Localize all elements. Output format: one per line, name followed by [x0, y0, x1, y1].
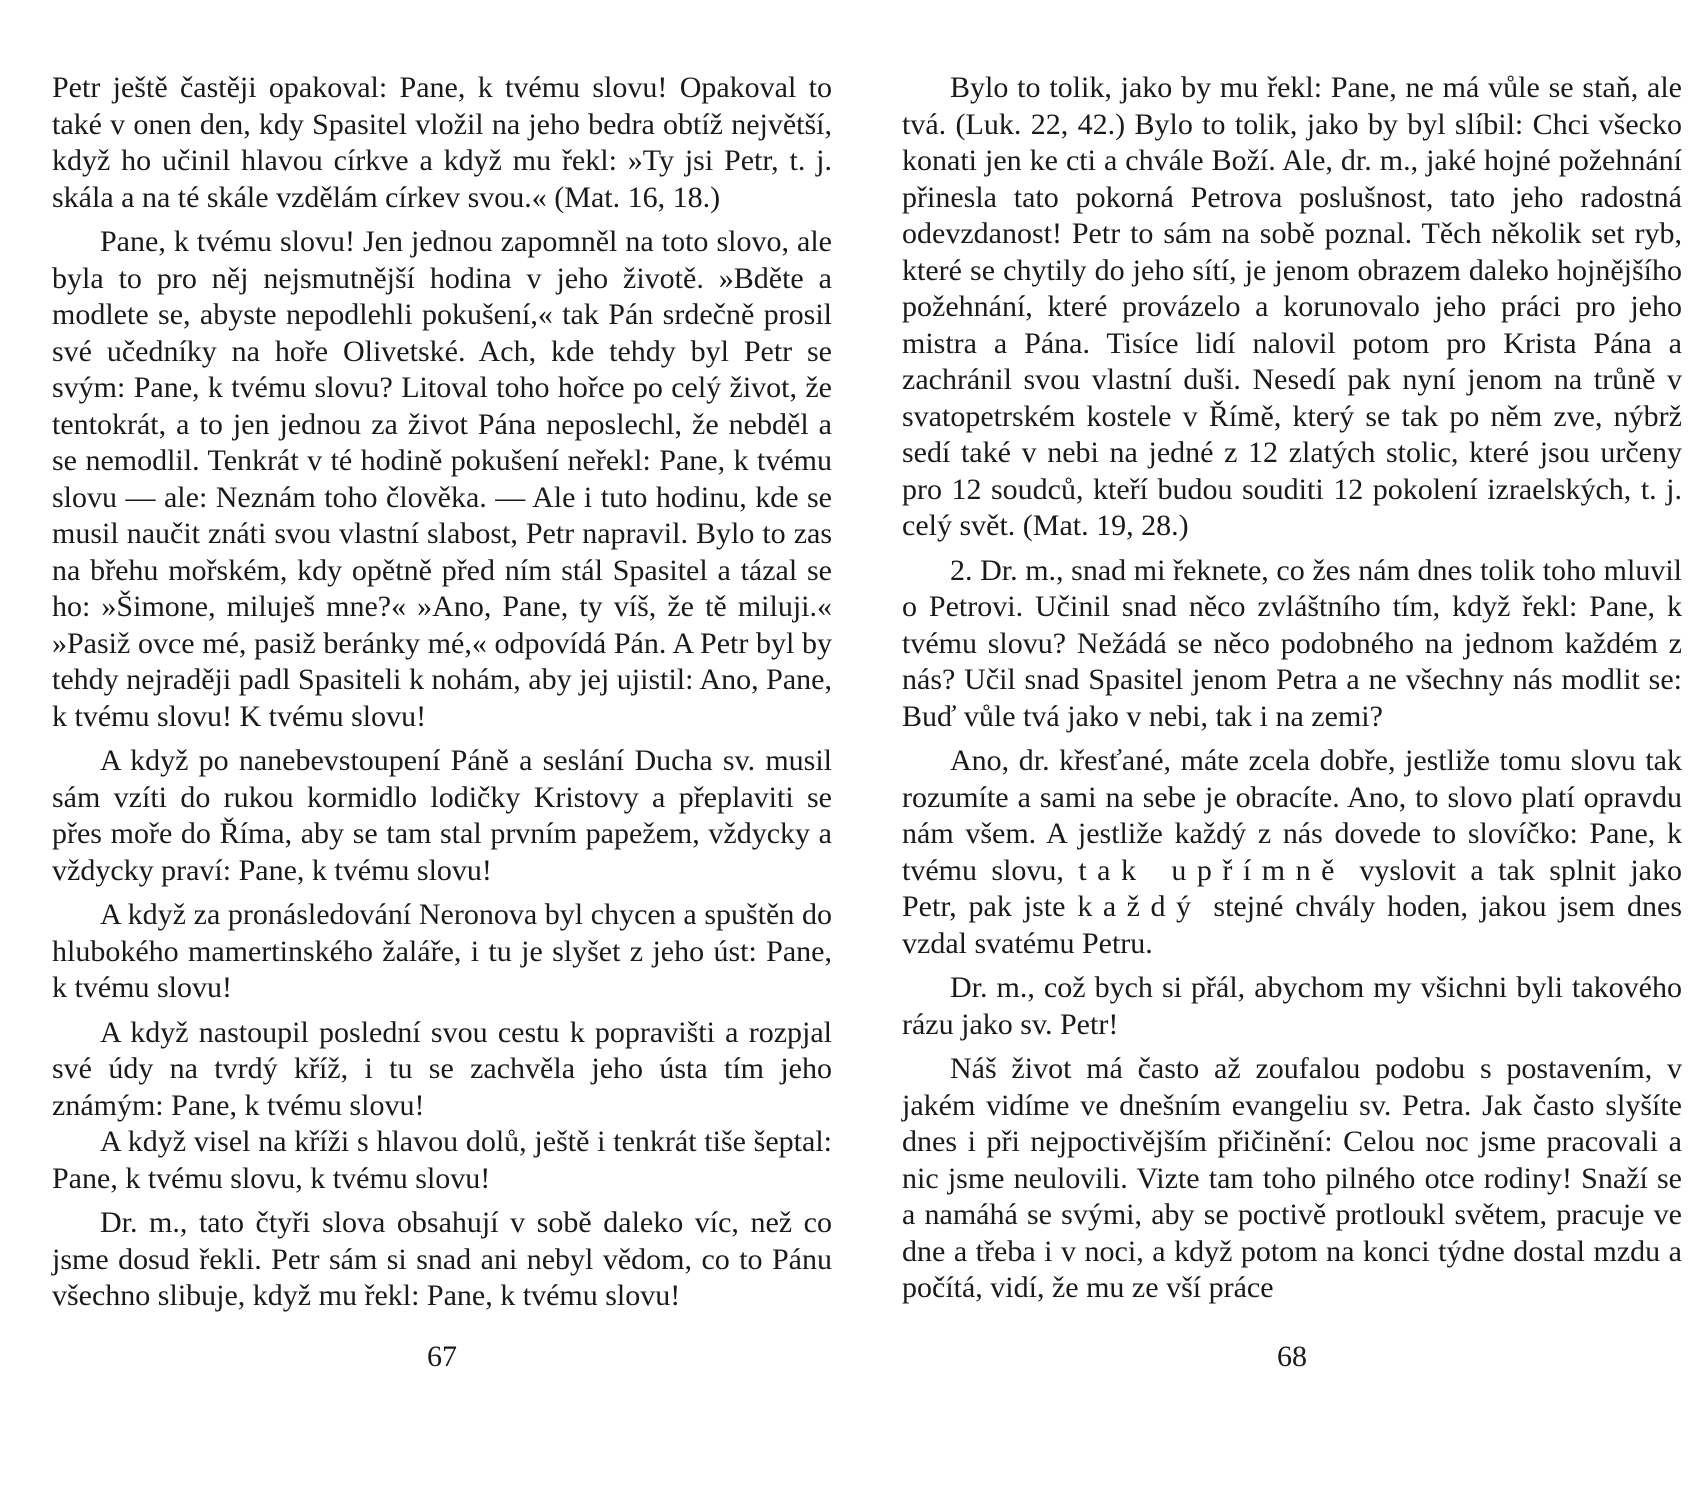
spaced-emphasis: tak upřímně	[1078, 853, 1345, 887]
page-number-left: 67	[427, 1340, 457, 1373]
left-page	[52, 70, 832, 1400]
paragraph: Dr. m., což bych si přál, abychom my všichni byli takového rázu jako sv. Petr!	[902, 971, 1682, 1041]
right-page-text	[902, 70, 1682, 1307]
paragraph: A když nastoupil poslední svou cestu k popravišti a rozpjal své údy na tvrdý kříž, i tu se zachvěla jeho ústa tím jeho známým: Pane, k tvému slovu!	[52, 1015, 832, 1122]
paragraph-part: stejné chvály hoden, jakou jsem dnes vzdal svatému Petru.	[902, 890, 1683, 960]
paragraph: 2. Dr. m., snad mi řeknete, co žes nám dnes tolik toho mluvil o Petrovi. Učinil snad něco zvláštního tím, když řekl: Pane, k tvému slovu? Nežádá se něco podobného na jednom každém z nás? Učil snad Spasitel jenom Petra a ne všechny nás modlit se: Buď vůle tvá jako v nebi, tak i na zemi?	[902, 553, 1682, 733]
paragraph	[902, 743, 1682, 962]
paragraph: A když za pronásledování Neronova byl chycen a spuštěn do hlubokého mamertinského žaláře, i tu je slyšet z jeho úst: Pane, k tvému slovu!	[52, 898, 832, 1004]
page-number-right: 68	[1277, 1340, 1307, 1373]
paragraph: A když po nanebevstoupení Páně a seslání Ducha sv. musil sám vzíti do rukou kormidlo lodičky Kristovy a přeplaviti se přes moře do Říma, aby se tam stal prvním papežem, vždycky a vždycky praví: Pane, k tvému slovu!	[52, 744, 832, 887]
paragraph: Petr ještě častěji opakoval: Pane, k tvému slovu! Opakoval to také v onen den, kdy Spasitel vložil na jeho bedra obtíž největší, když ho učinil hlavou církve a když mu řekl: »Ty jsi Petr, t. j. skála a na té skále vzdělám církev svou.« (Mat. 16, 18.)	[52, 71, 832, 214]
right-page	[902, 70, 1682, 1400]
spaced-emphasis: každý	[1077, 890, 1202, 923]
paragraph: Pane, k tvému slovu! Jen jednou zapomněl na toto slovo, ale byla to pro něj nejsmutnější hodina v jeho životě. »Bděte a modlete se, abyste nepodlehli pokušení,« tak Pán srdečně prosil své učedníky na hoře Olivetské. Ach, kde tehdy byl Petr se svým: Pane, k tvému slovu? Litoval toho hořce po celý život, že tentokrát, a to jen jednou za život Pána neposlechl, že nebděl a se nemodlil. Tenkrát v té hodině pokušení neřekl: Pane, k tvému slovu — ale: Neznám toho člověka. — Ale i tuto hodinu, kde se musil naučit znáti svou vlastní slabost, Petr napravil. Bylo to zas na břehu mořském, kdy opětně před ním stál Spasitel a tázal se ho: »Šimone, miluješ mne?« »Ano, Pane, ty víš, že tě miluji.« »Pasiž ovce mé, pasiž beránky mé,« odpovídá Pán. A Petr byl by tehdy nejraději padl Spasiteli k nohám, aby jej ujistil: Ano, Pane, k tvému slovu! K tvému slovu!	[52, 225, 832, 733]
paragraph: A když visel na kříži s hlavou dolů, ještě i tenkrát tiše šeptal: Pane, k tvému slovu, k tvému slovu!	[52, 1125, 832, 1195]
paragraph-part: Ano, dr. křesťané, máte zcela dobře, jestliže tomu slovu tak rozumíte a sami na sebe je obracíte. Ano, to slovo platí opravdu nám všem. A jestliže každý z nás dovede to slovíčko: Pane, k tvému slovu,	[902, 744, 1682, 887]
paragraph: Bylo to tolik, jako by mu řekl: Pane, ne má vůle se staň, ale tvá. (Luk. 22, 42.) Bylo to tolik, jako by byl slíbil: Chci všecko konati jen ke cti a chvále Boží. Ale, dr. m., jaké hojné požehnání přinesla tato pokorná Petrova poslušnost, tato jeho radostná odevzdanost! Petr to sám na sobě poznal. Těch několik set ryb, které se chytily do jeho sítí, je jenom obrazem daleko hojnějšího požehnání, které provázelo a korunovalo jeho práci pro jeho mistra a Pána. Tisíce lidí nalovil potom pro Krista Pána a zachránil svou vlastní duši. Nesedí pak nyní jenom na trůně v svatopetrském kostele v Římě, který se tak po něm zve, nýbrž sedí také v nebi na jedné z 12 zlatých stolic, které jsou určeny pro 12 soudců, kteří budou souditi 12 pokolení izraelských, t. j. celý svět. (Mat. 19, 28.)	[902, 71, 1682, 542]
paragraph: Náš život má často až zoufalou podobu s postavením, v jakém vidíme ve dnešním evangeliu sv. Petra. Jak často slyšíte dnes i při nejpoctivějším přičinění: Celou noc jsme pracovali a nic jsme neulovili. Vizte tam toho pilného otce rodiny! Snaží se a namáhá se svými, aby se poctivě protloukl světem, pracuje ve dne a třeba i v noci, a když potom na konci týdne dostal mzdu a počítá, vidí, že mu ze vší práce	[902, 1052, 1682, 1304]
left-page-text	[52, 70, 832, 1315]
paragraph-part: vyslovit a tak splnit jako Petr, pak jste	[902, 853, 1682, 923]
paragraph: Dr. m., tato čtyři slova obsahují v sobě daleko víc, než co jsme dosud řekli. Petr sám si snad ani nebyl vědom, co to Pánu všechno slibuje, když mu řekl: Pane, k tvému slovu!	[52, 1206, 832, 1312]
